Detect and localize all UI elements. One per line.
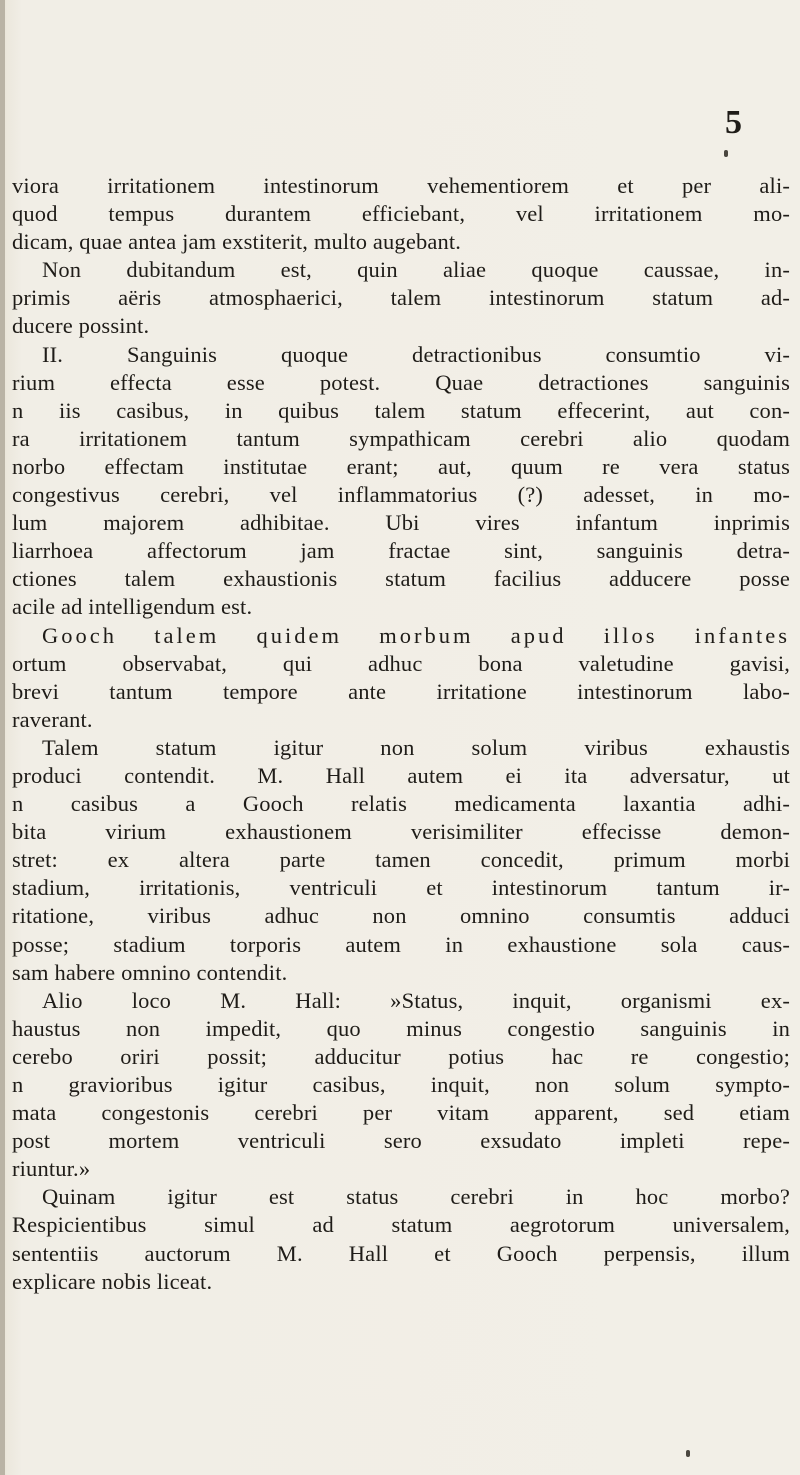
ink-mark	[686, 1450, 690, 1457]
text-line: n casibus a Gooch relatis medicamenta laxantia adhi-	[12, 791, 790, 817]
text-line: norbo effectam institutae erant; aut, quum re vera status	[12, 453, 790, 479]
text-line: sententiis auctorum M. Hall et Gooch perpensis, illum	[12, 1240, 790, 1266]
text-line: Quinam igitur est status cerebri in hoc morbo?	[42, 1184, 790, 1210]
text-line: ra irritationem tantum sympathicam cerebri alio quodam	[12, 425, 790, 451]
text-line: dicam, quae antea jam exstiterit, multo augebant.	[12, 229, 462, 255]
text-line: acile ad intelligendum est.	[12, 594, 253, 620]
text-line: cerebo oriri possit; adducitur potius hac re congestio;	[12, 1043, 790, 1069]
text-line: stret: ex altera parte tamen concedit, primum morbi	[12, 847, 790, 873]
text-line: riuntur.»	[12, 1156, 91, 1182]
text-line: rium effecta esse potest. Quae detractiones sanguinis	[12, 369, 790, 395]
text-line: ritatione, viribus adhuc non omnino consumtis adduci	[12, 903, 790, 929]
page-gutter-edge	[0, 0, 5, 1475]
text-line: mata congestonis cerebri per vitam apparent, sed etiam	[12, 1100, 790, 1126]
text-line: brevi tantum tempore ante irritatione intestinorum labo-	[12, 678, 790, 704]
text-line: explicare nobis liceat.	[12, 1268, 213, 1294]
text-line: Respicientibus simul ad statum aegrotorum universalem,	[12, 1212, 790, 1238]
text-line: ducere possint.	[12, 313, 150, 339]
text-line: Talem statum igitur non solum viribus exhaustis	[42, 734, 790, 760]
text-line: bita virium exhaustionem verisimiliter effecisse demon-	[12, 819, 790, 845]
body-text	[12, 172, 790, 1296]
text-line: viora irritationem intestinorum vehementiorem et per ali-	[12, 173, 790, 198]
ink-mark	[724, 150, 728, 157]
text-line: Alio loco M. Hall: »Status, inquit, organismi ex-	[42, 987, 790, 1013]
text-line: ortum observabat, qui adhuc bona valetudine gavisi,	[12, 650, 790, 676]
text-line: congestivus cerebri, vel inflammatorius (?) adesset, in mo-	[12, 482, 790, 508]
text-line: quod tempus durantem efficiebant, vel irritationem mo-	[12, 201, 790, 227]
text-line: sam habere omnino contendit.	[12, 959, 288, 985]
text-line: ctiones talem exhaustionis statum facilius adducere posse	[12, 566, 790, 592]
page-number: 5	[725, 104, 742, 141]
text-line: posse; stadium torporis autem in exhaustione sola caus-	[12, 931, 790, 957]
text-line: II. Sanguinis quoque detractionibus consumtio vi-	[42, 341, 790, 367]
text-line: lum majorem adhibitae. Ubi vires infantum inprimis	[12, 510, 790, 536]
text-line: Non dubitandum est, quin aliae quoque caussae, in-	[42, 257, 790, 283]
text-line: post mortem ventriculi sero exsudato impleti repe-	[12, 1128, 790, 1154]
text-line: Gooch talem quidem morbum apud illos infantes	[42, 622, 790, 648]
text-line: n gravioribus igitur casibus, inquit, non solum sympto-	[12, 1072, 790, 1097]
text-line: primis aëris atmosphaerici, talem intestinorum statum ad-	[12, 285, 790, 311]
text-line: produci contendit. M. Hall autem ei ita adversatur, ut	[12, 762, 790, 788]
text-line: n iis casibus, in quibus talem statum effecerint, aut con-	[12, 397, 790, 423]
text-line: raverant.	[12, 706, 93, 732]
text-line: stadium, irritationis, ventriculi et intestinorum tantum ir-	[12, 875, 790, 901]
text-line: liarrhoea affectorum jam fractae sint, sanguinis detra-	[12, 538, 790, 564]
text-line: haustus non impedit, quo minus congestio sanguinis in	[12, 1015, 790, 1041]
